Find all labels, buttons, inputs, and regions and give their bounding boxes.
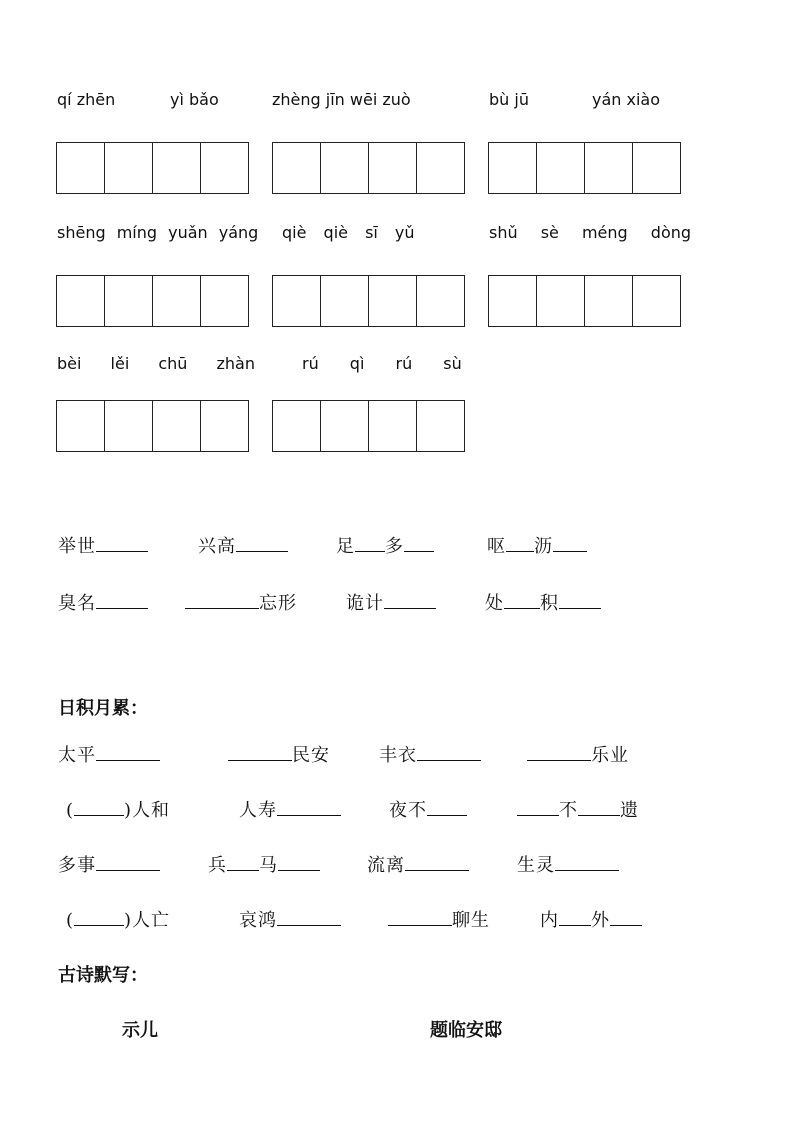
idiom-fill: 聊生 — [388, 906, 490, 932]
answer-grid[interactable] — [272, 400, 465, 452]
pinyin-bu-ju: bù jū — [489, 90, 529, 109]
section-heading: 古诗默写： — [58, 965, 148, 986]
poem-title: 题临安邸 — [430, 1020, 502, 1041]
idiom-fill: 夜不 — [389, 796, 467, 822]
pinyin-sheng-ming-yuan-yang: shēng míng yuǎn yáng — [57, 223, 259, 242]
idiom-fill: 乐业 — [527, 741, 629, 767]
pinyin-yan-xiao: yán xiào — [592, 90, 661, 109]
idiom-fill: 兴高 — [198, 532, 288, 558]
pinyin-ru-qi-ru-su: rú qì rú sù — [302, 354, 462, 373]
idiom-fill: 不 遗 — [517, 796, 639, 822]
idiom-fill: 举世 — [58, 532, 148, 558]
idiom-fill: 人寿 — [239, 796, 341, 822]
idiom-fill: 太平 — [58, 741, 160, 767]
idiom-fill: 生灵 — [517, 851, 619, 877]
pinyin-bei-lei-chu-zhan: bèi lěi chū zhàn — [57, 354, 255, 373]
answer-grid[interactable] — [272, 275, 465, 327]
idiom-fill: 内 外 — [540, 906, 642, 932]
pinyin-qi-zhen: qí zhēn — [57, 90, 116, 109]
pinyin-zheng-jin-wei-zuo: zhèng jīn wēi zuò — [272, 90, 411, 109]
idiom-fill: 多事 — [58, 851, 160, 877]
answer-grid[interactable] — [56, 142, 249, 194]
poem-title: 示儿 — [122, 1020, 158, 1041]
answer-grid[interactable] — [488, 275, 681, 327]
pinyin-yi-bao: yì bǎo — [170, 90, 219, 109]
pinyin-qie-qie-si-yu: qiè qiè sī yǔ — [282, 223, 415, 242]
idiom-fill: 处 积 — [485, 589, 601, 615]
answer-grid[interactable] — [56, 275, 249, 327]
idiom-fill: ( )人亡 — [66, 910, 171, 931]
idiom-fill: 丰衣 — [379, 741, 481, 767]
idiom-fill: 忘形 — [185, 589, 297, 615]
pinyin-shu-se-meng-dong: shǔ sè méng dòng — [489, 223, 692, 242]
answer-grid[interactable] — [56, 400, 249, 452]
idiom-fill: 足 多 — [336, 532, 434, 558]
idiom-fill: 兵 马 — [208, 851, 320, 877]
answer-grid[interactable] — [272, 142, 465, 194]
idiom-fill: 民安 — [228, 741, 330, 767]
idiom-fill: 臭名 — [58, 589, 148, 615]
idiom-fill: 诡计 — [346, 589, 436, 615]
idiom-fill: 流离 — [367, 851, 469, 877]
idiom-fill: 哀鸿 — [239, 906, 341, 932]
idiom-fill: 呕 沥 — [487, 532, 587, 558]
idiom-fill: ( )人和 — [66, 800, 171, 821]
answer-grid[interactable] — [488, 142, 681, 194]
section-heading: 日积月累： — [58, 698, 148, 719]
